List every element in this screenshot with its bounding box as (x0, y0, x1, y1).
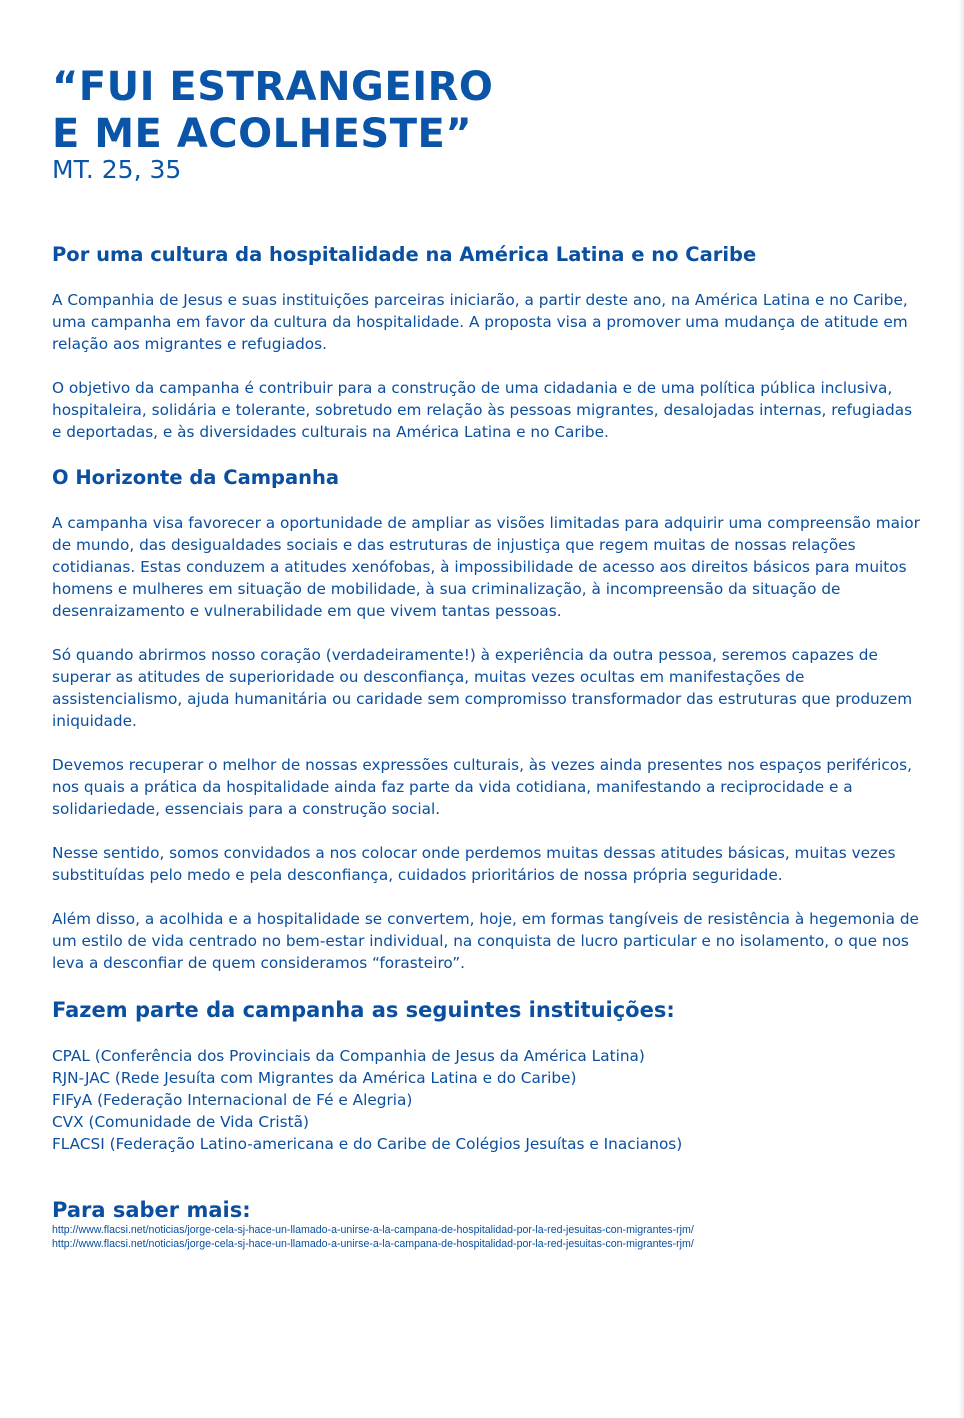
section-campaign-horizon (52, 465, 922, 974)
paragraph: Só quando abrirmos nosso coração (verdadeiramente!) à experiência da outra pessoa, seremos capazes de superar as atitudes de superioridade ou desconfiança, muitas vezes ocultas em manifestações de assistencialismo, ajuda humanitária ou caridade sem compromisso transformador das estruturas que produzem iniquidade. (52, 646, 913, 730)
paragraph: O objetivo da campanha é contribuir para a construção de uma cidadania e de uma política pública inclusiva, hospitaleira, solidária e tolerante, sobretudo em relação às pessoas migrantes, desalojadas internas, refugiadas e deportadas, e às diversidades culturais na América Latina e no Caribe. (52, 379, 913, 441)
section-heading: O Horizonte da Campanha (52, 466, 340, 489)
section-institutions (52, 996, 922, 1155)
title-line-2: E ME ACOLHESTE” (52, 111, 473, 157)
paragraph: A campanha visa favorecer a oportunidade de ampliar as visões limitadas para adquirir uma compreensão maior de mundo, das desigualdades sociais e das estruturas de injustiça que regem muitas de nossas relações cotidianas. Estas conduzem a atitudes xenófobas, à impossibilidade de acesso aos direitos básicos para muitos homens e mulheres em situação de mobilidade, à sua criminalização, à incompreensão da situação de desenraizamento e vulnerabilidade em que vivem tantas pessoas. (52, 514, 920, 620)
paragraph: A Companhia de Jesus e suas instituições parceiras iniciarão, a partir deste ano, na América Latina e no Caribe, uma campanha em favor da cultura da hospitalidade. A proposta visa a promover uma mudança de atitude em relação aos migrantes e refugiados. (52, 291, 908, 353)
page-edge-shadow (958, 0, 964, 1418)
document-page (52, 64, 922, 1251)
section-heading: Para saber mais: (52, 1198, 251, 1222)
list-item: CVX (Comunidade de Vida Cristã) (52, 1113, 309, 1131)
list-item: RJN-JAC (Rede Jesuíta com Migrantes da América Latina e do Caribe) (52, 1069, 577, 1087)
paragraph: Devemos recuperar o melhor de nossas expressões culturais, às vezes ainda presentes nos espaços periféricos, nos quais a prática da hospitalidade ainda faz parte da vida cotidiana, manifestando a reciprocidade e a solidariedade, essenciais para a construção social. (52, 756, 912, 818)
section-heading: Por uma cultura da hospitalidade na América Latina e no Caribe (52, 243, 757, 266)
section-learn-more (52, 1197, 922, 1251)
paragraph: Nesse sentido, somos convidados a nos colocar onde perdemos muitas dessas atitudes básicas, muitas vezes substituídas pelo medo e pela desconfiança, cuidados prioritários de nossa própria seguridade. (52, 844, 896, 884)
section-heading: Fazem parte da campanha as seguintes instituições: (52, 998, 675, 1022)
list-item: CPAL (Conferência dos Provinciais da Companhia de Jesus da América Latina) (52, 1047, 645, 1065)
reference-link[interactable]: http://www.flacsi.net/noticias/jorge-cela-sj-hace-un-llamado-a-unirse-a-la-campana-de-hospitalidad-por-la-red-jesuitas-con-migrantes-rjm/ (52, 1238, 694, 1250)
institution-list (52, 1045, 922, 1155)
title-line-1: “FUI ESTRANGEIRO (52, 64, 494, 110)
link-list (52, 1223, 922, 1251)
list-item: FLACSI (Federação Latino-americana e do Caribe de Colégios Jesuítas e Inacianos) (52, 1135, 683, 1153)
list-item: FIFyA (Federação Internacional de Fé e Alegria) (52, 1091, 413, 1109)
paragraph: Além disso, a acolhida e a hospitalidade se convertem, hoje, em formas tangíveis de resistência à hegemonia de um estilo de vida centrado no bem-estar individual, na conquista de lucro particular e no isolamento, o que nos leva a desconfiar de quem consideramos “forasteiro”. (52, 910, 919, 972)
section-hospitality-culture (52, 242, 922, 443)
page-title (52, 64, 922, 158)
bible-reference: MT. 25, 35 (52, 155, 182, 184)
reference-link[interactable]: http://www.flacsi.net/noticias/jorge-cela-sj-hace-un-llamado-a-unirse-a-la-campana-de-hospitalidad-por-la-red-jesuitas-con-migrantes-rjm/ (52, 1224, 694, 1236)
